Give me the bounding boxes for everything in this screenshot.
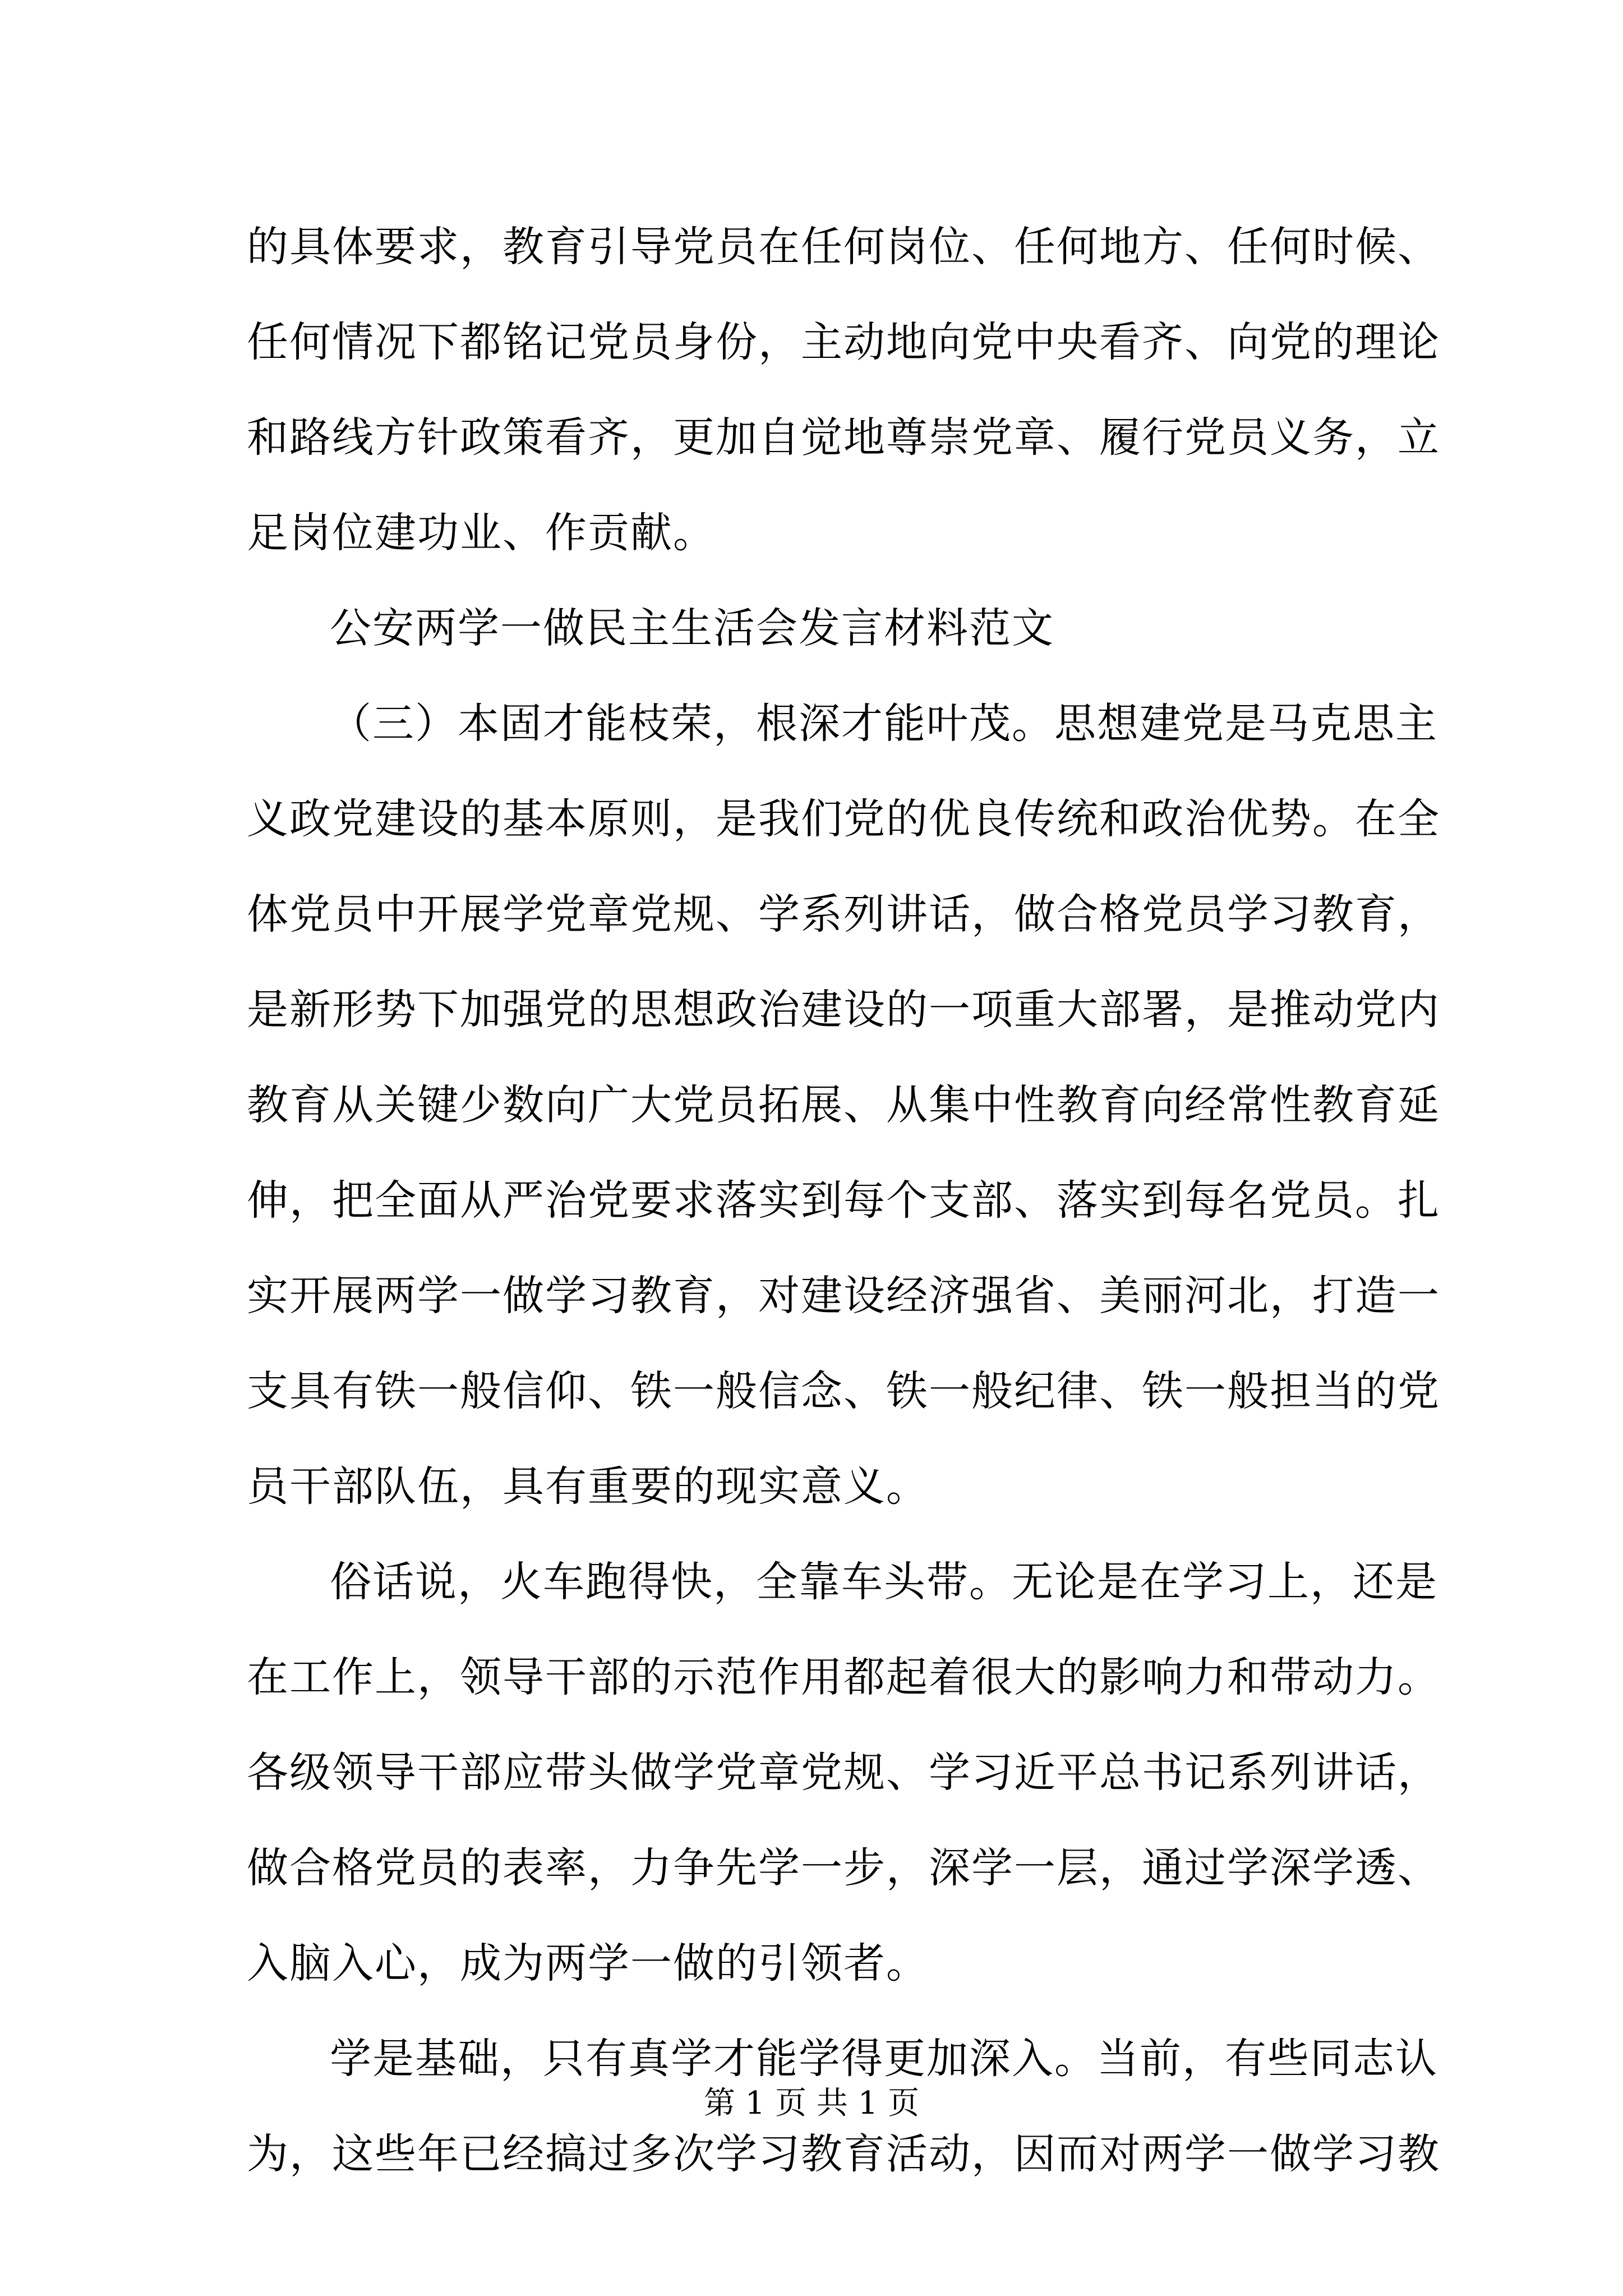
text-line: 体党员中开展学党章党规、学系列讲话，做合格党员学习教育， [247, 890, 1440, 938]
text-line: 是新形势下加强党的思想政治建设的一项重大部署，是推动党内 [247, 986, 1440, 1034]
text-line: 伸，把全面从严治党要求落实到每个支部、落实到每名党员。扎 [247, 1176, 1440, 1225]
text-line: （三）本固才能枝荣，根深才能叶茂。思想建党是马克思主 [330, 700, 1438, 748]
text-line: 足岗位建功业、作贡献。 [247, 509, 716, 557]
text-line: 教育从关键少数向广大党员拓展、从集中性教育向经常性教育延 [247, 1081, 1440, 1129]
document-body [247, 199, 1440, 2202]
text-line: 学是基础，只有真学才能学得更加深入。当前，有些同志认 [330, 2035, 1438, 2083]
text-line: 为，这些年已经搞过多次学习教育活动，因而对两学一做学习教 [247, 2130, 1440, 2178]
text-line: 俗话说，火车跑得快，全靠车头带。无论是在学习上，还是 [330, 1558, 1438, 1606]
text-line: 各级领导干部应带头做学党章党规、学习近平总书记系列讲话， [247, 1749, 1440, 1797]
page-footer: 第 1 页 共 1 页 [703, 2085, 920, 2122]
text-line: 在工作上，领导干部的示范作用都起着很大的影响力和带动力。 [247, 1653, 1440, 1701]
text-line: 的具体要求，教育引导党员在任何岗位、任何地方、任何时候、 [247, 223, 1440, 271]
text-line: 义政党建设的基本原则，是我们党的优良传统和政治优势。在全 [247, 795, 1440, 843]
text-line: 做合格党员的表率，力争先学一步，深学一层，通过学深学透、 [247, 1844, 1440, 1892]
text-line: 实开展两学一做学习教育，对建设经济强省、美丽河北，打造一 [247, 1272, 1440, 1320]
section-heading: 公安两学一做民主生活会发言材料范文 [330, 604, 1054, 652]
text-line: 和路线方针政策看齐，更加自觉地尊崇党章、履行党员义务，立 [247, 413, 1440, 462]
text-line: 任何情况下都铭记党员身份，主动地向党中央看齐、向党的理论 [247, 318, 1440, 366]
text-line: 入脑入心，成为两学一做的引领者。 [247, 1939, 929, 1987]
text-line: 员干部队伍，具有重要的现实意义。 [247, 1462, 929, 1511]
text-line: 支具有铁一般信仰、铁一般信念、铁一般纪律、铁一般担当的党 [247, 1367, 1440, 1415]
